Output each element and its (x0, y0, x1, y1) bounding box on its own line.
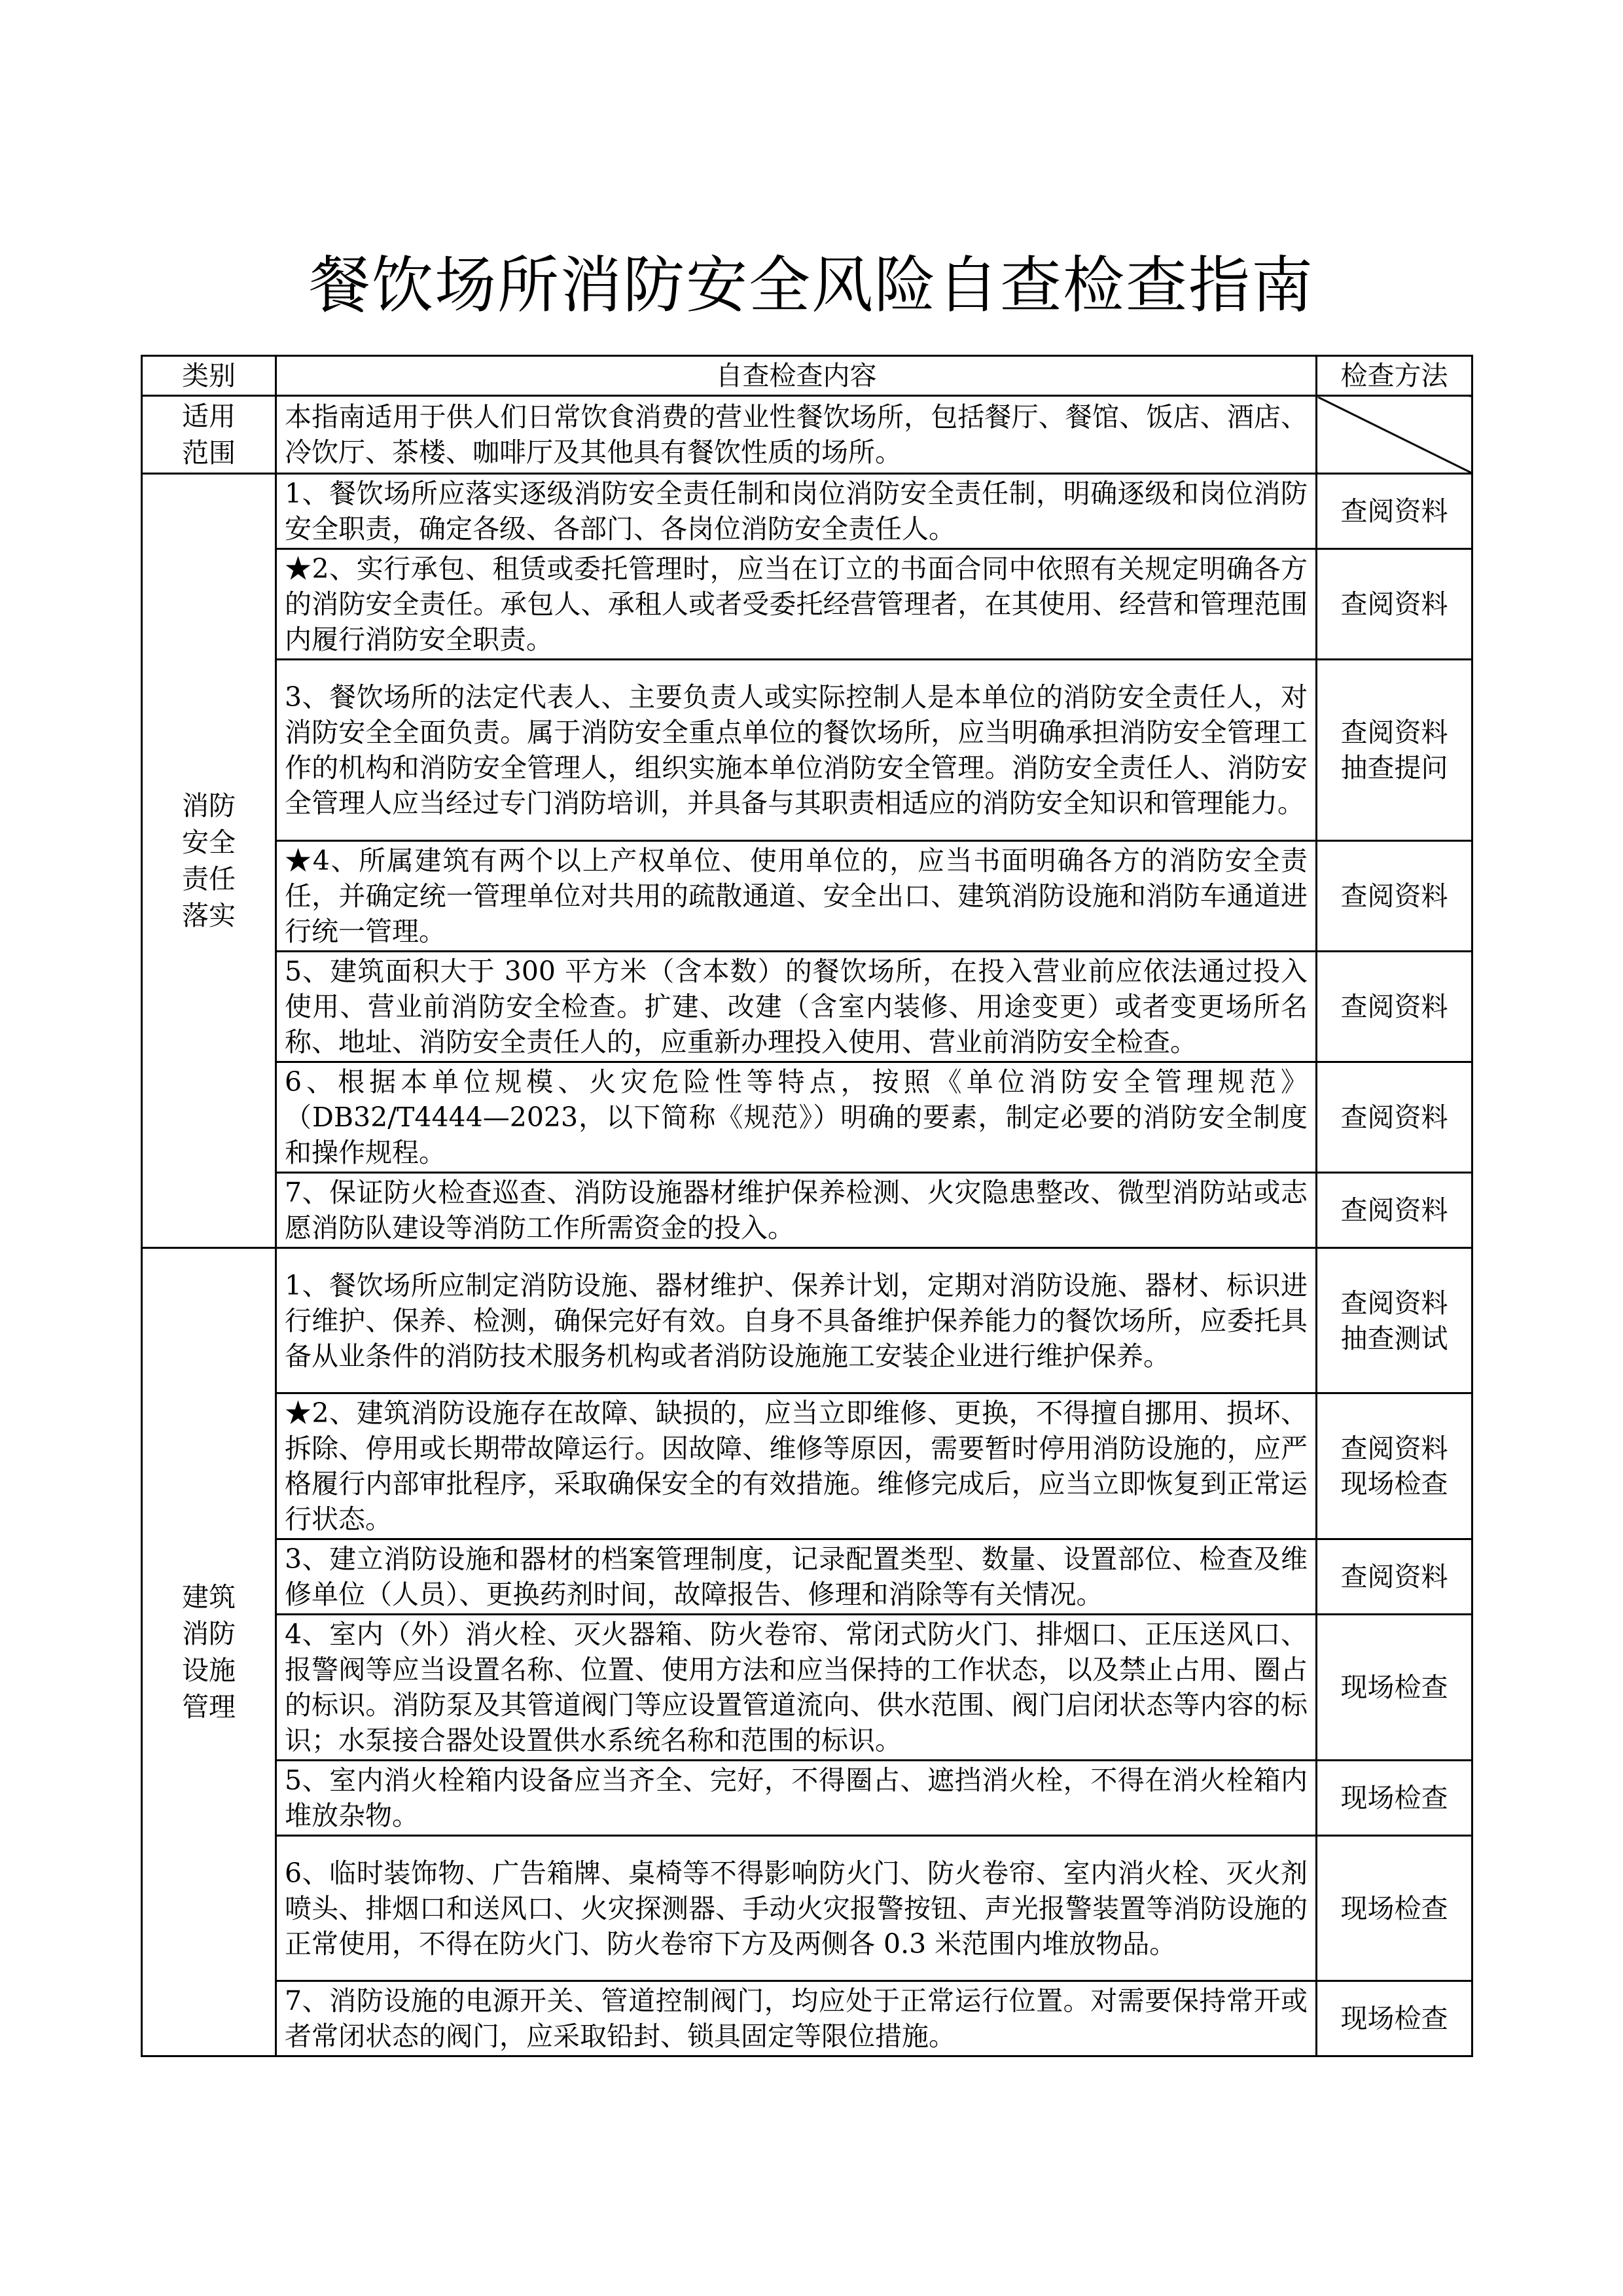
content-cell: 4、室内（外）消火栓、灭火器箱、防火卷帘、常闭式防火门、排烟口、正压送风口、报警阀等应当设置名称、位置、使用方法和应当保持的工作状态，以及禁止占用、圈占的标识。消防泵及其管道阀门等应设置管道流向、供水范围、阀门启闭状态等内容的标识；水泵接合器处设置供水系统名称和范围的标识。 (276, 1615, 1317, 1761)
table-row (142, 1539, 1472, 1615)
header-row (142, 356, 1472, 396)
header-method: 检查方法 (1317, 356, 1472, 396)
method-cell: 现场检查 (1317, 1615, 1472, 1761)
content-cell: 1、餐饮场所应制定消防设施、器材维护、保养计划，定期对消防设施、器材、标识进行维护、保养、检测，确保完好有效。自身不具备维护保养能力的餐饮场所，应委托具备从业条件的消防技术服务机构或者消防设施施工安装企业进行维护保养。 (276, 1248, 1317, 1393)
method-cell: 查阅资料 (1317, 1539, 1472, 1615)
content-cell: 6、根据本单位规模、火灾危险性等特点，按照《单位消防安全管理规范》（DB32/T4444—2023，以下简称《规范》）明确的要素，制定必要的消防安全制度和操作规程。 (276, 1062, 1317, 1173)
content-cell: 5、建筑面积大于 300 平方米（含本数）的餐饮场所，在投入营业前应依法通过投入使用、营业前消防安全检查。扩建、改建（含室内装修、用途变更）或者变更场所名称、地址、消防安全责任人的，应重新办理投入使用、营业前消防安全检查。 (276, 952, 1317, 1062)
table-row (142, 549, 1472, 660)
content-cell: ★2、实行承包、租赁或委托管理时，应当在订立的书面合同中依照有关规定明确各方的消防安全责任。承包人、承租人或者受委托经营管理者，在其使用、经营和管理范围内履行消防安全职责。 (276, 549, 1317, 660)
content-cell: ★2、建筑消防设施存在故障、缺损的，应当立即维修、更换，不得擅自挪用、损坏、拆除、停用或长期带故障运行。因故障、维修等原因，需要暂时停用消防设施的，应严格履行内部审批程序，采取确保安全的有效措施。维修完成后，应当立即恢复到正常运行状态。 (276, 1393, 1317, 1539)
category-cell-responsibility: 消防安全责任落实 (142, 474, 276, 1248)
content-cell: 3、建立消防设施和器材的档案管理制度，记录配置类型、数量、设置部位、检查及维修单位（人员）、更换药剂时间，故障报告、修理和消除等有关情况。 (276, 1539, 1317, 1615)
table-row (142, 1761, 1472, 1836)
method-cell: 现场检查 (1317, 1981, 1472, 2056)
method-cell: 查阅资料 (1317, 549, 1472, 660)
table-row (142, 1615, 1472, 1761)
table-row (142, 841, 1472, 952)
table-row (142, 1981, 1472, 2056)
method-cell: 查阅资料 (1317, 1173, 1472, 1248)
table-row-scope (142, 396, 1472, 474)
table-row (142, 1173, 1472, 1248)
method-cell: 查阅资料 (1317, 474, 1472, 549)
table-row (142, 1062, 1472, 1173)
table-row (142, 952, 1472, 1062)
method-cell: 查阅资料 抽查测试 (1317, 1248, 1472, 1393)
header-content: 自查检查内容 (276, 356, 1317, 396)
header-category: 类别 (142, 356, 276, 396)
content-cell: 7、消防设施的电源开关、管道控制阀门，均应处于正常运行位置。对需要保持常开或者常闭状态的阀门，应采取铅封、锁具固定等限位措施。 (276, 1981, 1317, 2056)
content-cell: 1、餐饮场所应落实逐级消防安全责任制和岗位消防安全责任制，明确逐级和岗位消防安全职责，确定各级、各部门、各岗位消防安全责任人。 (276, 474, 1317, 549)
category-cell-scope: 适用范围 (142, 396, 276, 474)
method-cell: 查阅资料 (1317, 841, 1472, 952)
table-row (142, 660, 1472, 841)
content-cell: 5、室内消火栓箱内设备应当齐全、完好，不得圈占、遮挡消火栓，不得在消火栓箱内堆放杂物。 (276, 1761, 1317, 1836)
method-cell: 查阅资料 现场检查 (1317, 1393, 1472, 1539)
method-cell: 现场检查 (1317, 1761, 1472, 1836)
table-row (142, 1248, 1472, 1393)
guide-table (141, 355, 1473, 2057)
table-row (142, 1836, 1472, 1981)
table-row (142, 1393, 1472, 1539)
content-cell: 7、保证防火检查巡查、消防设施器材维护保养检测、火灾隐患整改、微型消防站或志愿消防队建设等消防工作所需资金的投入。 (276, 1173, 1317, 1248)
method-cell: 查阅资料 抽查提问 (1317, 660, 1472, 841)
category-cell-facilities: 建筑消防设施管理 (142, 1248, 276, 2056)
method-cell: 现场检查 (1317, 1836, 1472, 1981)
method-cell: 查阅资料 (1317, 1062, 1472, 1173)
table-row (142, 474, 1472, 549)
page-title: 餐饮场所消防安全风险自查检查指南 (308, 250, 1314, 321)
content-cell: ★4、所属建筑有两个以上产权单位、使用单位的，应当书面明确各方的消防安全责任，并确定统一管理单位对共用的疏散通道、安全出口、建筑消防设施和消防车通道进行统一管理。 (276, 841, 1317, 952)
content-cell: 本指南适用于供人们日常饮食消费的营业性餐饮场所，包括餐厅、餐馆、饭店、酒店、冷饮厅、茶楼、咖啡厅及其他具有餐饮性质的场所。 (276, 396, 1317, 474)
content-cell: 3、餐饮场所的法定代表人、主要负责人或实际控制人是本单位的消防安全责任人，对消防安全全面负责。属于消防安全重点单位的餐饮场所，应当明确承担消防安全管理工作的机构和消防安全管理人，组织实施本单位消防安全管理。消防安全责任人、消防安全管理人应当经过专门消防培训，并具备与其职责相适应的消防安全知识和管理能力。 (276, 660, 1317, 841)
diagonal-empty-cell (1317, 396, 1472, 474)
content-cell: 6、临时装饰物、广告箱牌、桌椅等不得影响防火门、防火卷帘、室内消火栓、灭火剂喷头、排烟口和送风口、火灾探测器、手动火灾报警按钮、声光报警装置等消防设施的正常使用，不得在防火门、防火卷帘下方及两侧各 0.3 米范围内堆放物品。 (276, 1836, 1317, 1981)
method-cell: 查阅资料 (1317, 952, 1472, 1062)
